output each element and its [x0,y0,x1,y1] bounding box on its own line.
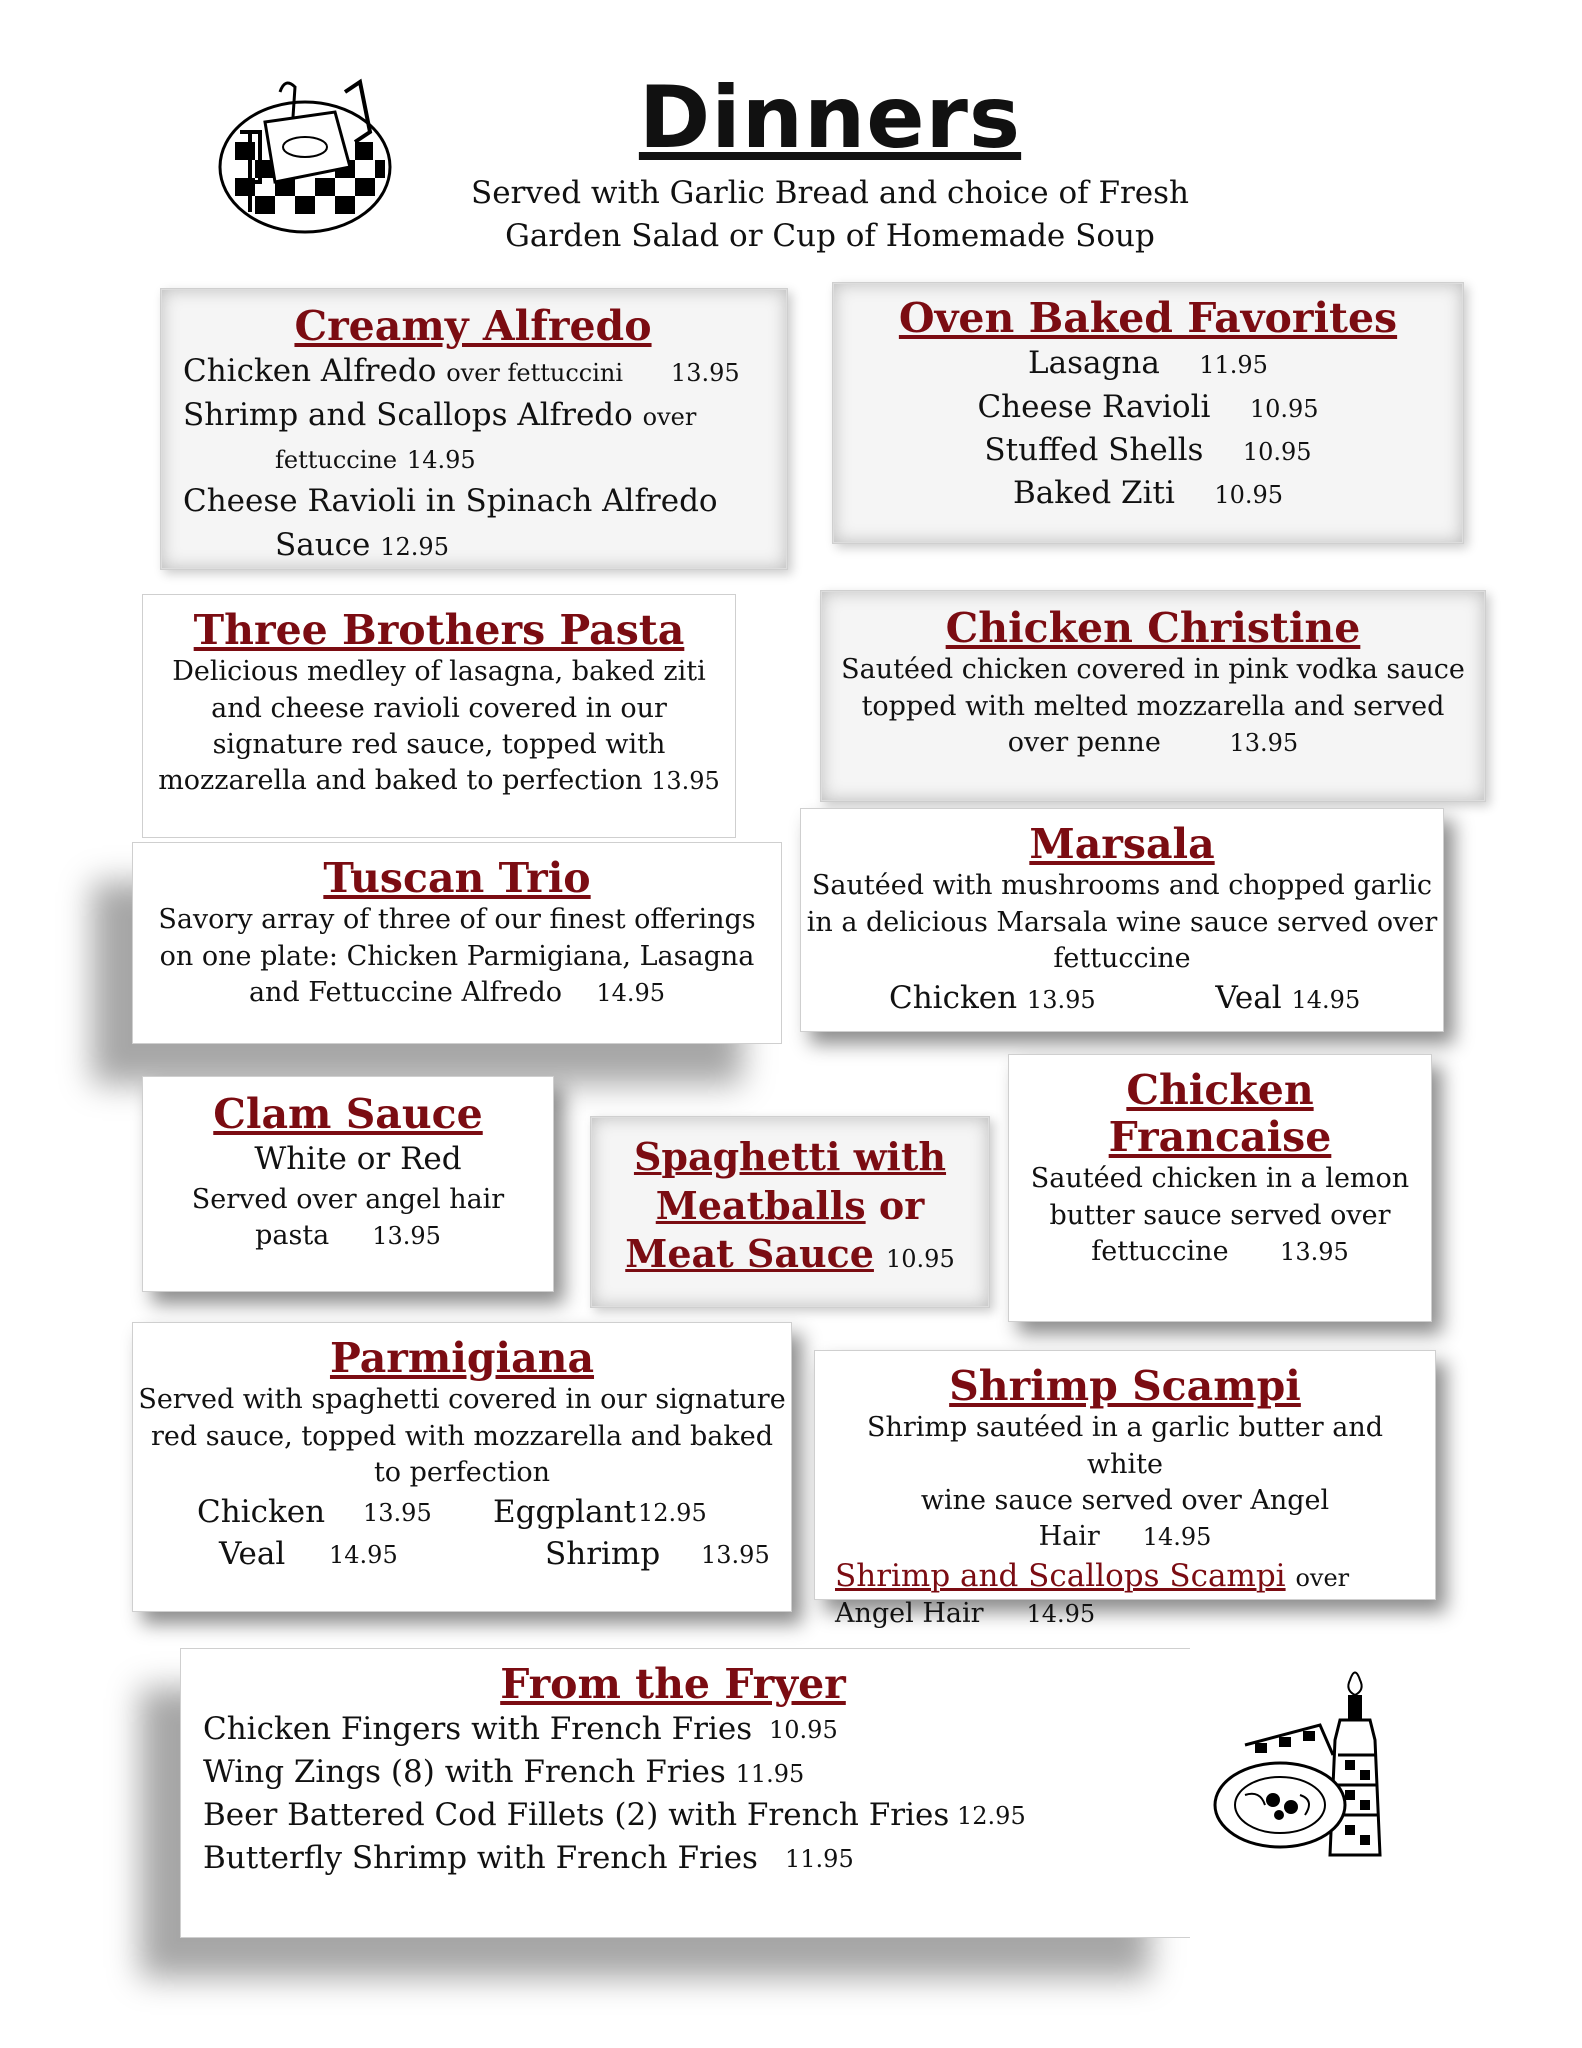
item-name: Cheese Ravioli in Spinach Alfredo [183,483,718,520]
tuscan-trio-section [132,842,782,1044]
desc-line [1009,1234,1431,1270]
item-name: Baked Ziti [1012,475,1175,512]
heading-text: Meatballs [655,1182,866,1228]
desc-line: Served with spaghetti covered in our signature [138,1384,786,1416]
from-the-fryer-section [180,1648,1190,1938]
item-price: 13.95 [372,1221,441,1250]
option-row [801,977,1443,1020]
three-brothers-section [142,594,736,838]
item-price: 10.95 [1249,394,1319,423]
menu-item [183,394,787,437]
option-row [133,1491,791,1533]
menu-item [833,429,1463,472]
desc-line: Sautéed with mushrooms and chopped garlic [811,870,1433,902]
desc-line [143,1218,553,1254]
menu-item [183,480,787,523]
desc-line: Delicious medley of lasagna, baked ziti [172,656,706,688]
desc-text: wine sauce served over Angel Hair [920,1485,1330,1553]
option-name: Chicken [889,980,1018,1017]
item-price: 13.95 [1280,1238,1349,1267]
heading-text: Meat Sauce [625,1231,874,1277]
shrimp-scampi-section [814,1350,1436,1630]
section-heading: Three Brothers Pasta [193,606,685,654]
menu-item [183,350,787,393]
item-price: 14.95 [596,979,666,1008]
section-heading-line [591,1230,989,1279]
item-name: Butterfly Shrimp with French Fries [203,1840,758,1877]
subtitle-line: Served with Garlic Bread and choice of Fresh [470,175,1190,211]
desc-line: on one plate: Chicken Parmigiana, Lasagna [159,940,755,972]
section-heading: Marsala [1029,820,1215,868]
option-price: 13.95 [363,1499,432,1528]
section-heading: Tuscan Trio [323,854,591,902]
option-price: 12.95 [638,1499,707,1528]
item-description [143,1182,553,1255]
option-name: Veal [219,1536,286,1573]
clam-sauce-section [142,1076,554,1292]
parmigiana-section [132,1322,792,1612]
item-description [1009,1161,1431,1270]
chicken-francaise-section [1008,1054,1432,1322]
marsala-section [800,808,1444,1032]
section-heading: Shrimp Scampi [949,1362,1301,1410]
item-detail: over [642,402,697,431]
section-heading: Chicken [1126,1066,1314,1114]
item-price: 12.95 [380,532,449,561]
desc-line: red sauce, topped with mozzarella and baked [150,1420,774,1452]
desc-line [143,763,735,799]
item-price: 14.95 [406,445,476,474]
desc-text: and Fettuccine Alfredo [248,977,562,1009]
item-price: 14.95 [1026,1600,1096,1629]
option-price: 14.95 [1291,986,1361,1015]
section-heading: Creamy Alfredo [294,302,652,350]
option-price: 13.95 [1026,986,1096,1015]
item-name: Wing Zings (8) with French Fries [203,1754,726,1791]
desc-line [133,975,781,1011]
desc-line: Served over angel hair [191,1183,505,1215]
item-name: Cheese Ravioli [977,388,1211,425]
item-detail: fettuccine [275,445,398,474]
desc-line: Sautéed chicken in a lemon [1030,1163,1410,1195]
menu-item [833,386,1463,429]
item-detail: over [1295,1563,1350,1592]
item-name: Beer Battered Cod Fillets (2) with French Fries [203,1797,950,1834]
item-description [801,868,1443,977]
menu-item-continued [183,437,787,480]
item-detail: Sauce [275,526,371,563]
menu-item-continued [835,1596,1435,1632]
desc-line: butter sauce served over [1049,1199,1391,1231]
menu-item [203,1837,1190,1880]
subtitle-line: Garden Salad or Cup of Homemade Soup [505,218,1155,255]
dining-table-illustration [205,72,395,237]
item-description [143,654,735,800]
option-name: Eggplant [493,1494,636,1531]
option-name: Veal [1215,980,1282,1017]
desc-line: in a delicious Marsala wine sauce served over [806,906,1438,938]
creamy-alfredo-section [160,288,788,570]
item-subtitle: White or Red [254,1141,462,1178]
item-price: 14.95 [1142,1523,1212,1552]
option-price: 13.95 [701,1541,770,1570]
menu-item [833,472,1463,515]
item-name: Chicken Fingers with French Fries [203,1711,753,1748]
item-price: 10.95 [1214,481,1284,510]
option-price: 14.95 [329,1541,398,1570]
item-price: 10.95 [886,1245,955,1274]
item-description [821,652,1485,761]
item-price: 13.95 [1229,729,1299,758]
desc-line: Shrimp sautéed in a garlic butter and white [866,1412,1384,1480]
section-heading: Chicken Christine [945,604,1361,652]
page-subtitle [430,172,1230,259]
desc-text: Angel Hair [835,1598,984,1630]
item-price: 13.95 [651,767,720,796]
desc-line: and cheese ravioli covered in our [211,692,667,724]
menu-item [835,1556,1435,1596]
section-heading: Parmigiana [329,1334,595,1382]
section-heading: Oven Baked Favorites [898,294,1398,342]
item-description [835,1410,1415,1556]
item-description [133,902,781,1011]
option-name: Shrimp [545,1536,661,1573]
item-name: Stuffed Shells [984,431,1204,468]
item-price: 12.95 [957,1802,1026,1831]
option-name: Chicken [197,1494,326,1531]
item-description [133,1382,791,1491]
menu-item [203,1708,1190,1751]
spaghetti-section [590,1116,990,1308]
chicken-christine-section [820,590,1486,802]
desc-line [821,725,1485,761]
section-heading: Francaise [1108,1113,1332,1162]
item-price: 10.95 [769,1716,838,1745]
section-heading: Clam Sauce [213,1090,483,1138]
desc-line: signature red sauce, topped with [212,729,666,761]
item-name: Lasagna [1028,345,1160,382]
heading-text: or [878,1182,925,1228]
desc-line: topped with melted mozzarella and served [861,690,1445,722]
menu-item [203,1794,1190,1837]
desc-text: pasta [255,1219,330,1251]
desc-text: fettuccine [1091,1236,1229,1268]
desc-line: fettuccine [1053,943,1191,975]
section-heading-line [591,1182,989,1231]
option-row [133,1533,791,1575]
section-heading: From the Fryer [500,1660,846,1708]
desc-line: Savory array of three of our finest offerings [158,904,756,936]
oven-baked-section [832,282,1464,544]
item-price: 10.95 [1242,437,1312,466]
wine-plate-illustration [1205,1665,1405,1865]
item-detail: over fettuccini [446,359,624,388]
section-heading: Spaghetti with [633,1134,947,1179]
menu-item [833,342,1463,385]
page-title: Dinners [638,68,1022,168]
desc-line: Sautéed chicken covered in pink vodka sauce [841,654,1465,686]
item-price: 13.95 [670,359,740,388]
item-name: Shrimp and Scallops Alfredo [183,396,633,433]
desc-text: over penne [1007,727,1161,759]
menu-item-continued [183,524,787,567]
item-price: 11.95 [1199,351,1268,380]
desc-line: to perfection [373,1457,551,1489]
desc-line [835,1483,1415,1556]
shrimp-scallops-scampi-link[interactable]: Shrimp and Scallops Scampi [835,1557,1286,1594]
item-price: 11.95 [735,1760,805,1789]
desc-text: mozzarella and baked to perfection [158,765,643,797]
item-name: Chicken Alfredo [183,353,437,390]
item-price: 11.95 [785,1845,854,1874]
menu-item [203,1751,1190,1794]
